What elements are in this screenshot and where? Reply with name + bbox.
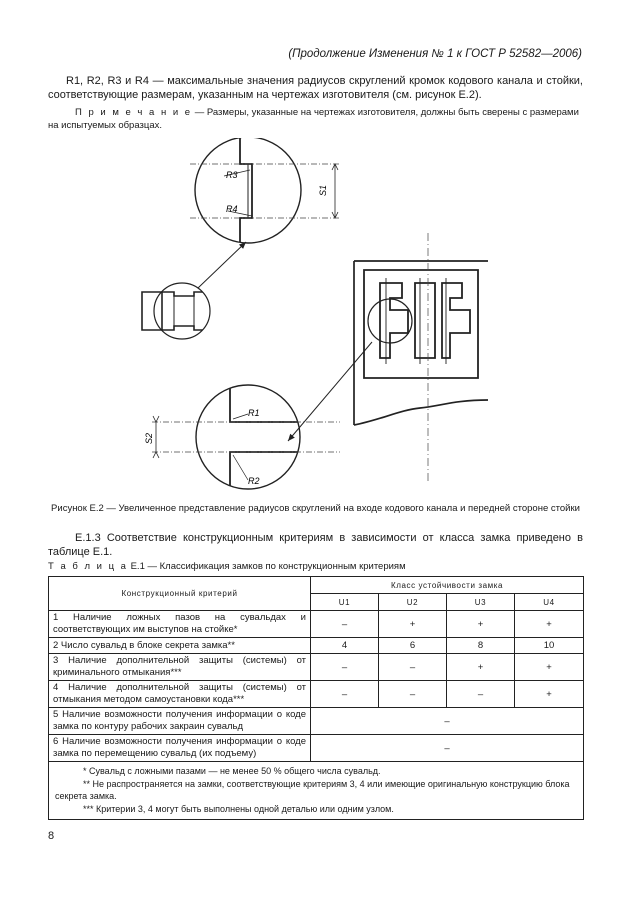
value-cell: – <box>379 654 447 681</box>
continuation-header: (Продолжение Изменения № 1 к ГОСТ Р 52582—2006) <box>288 48 582 60</box>
header-class-u3: U3 <box>447 594 515 611</box>
value-cell: 6 <box>379 638 447 654</box>
header-class-u4: U4 <box>515 594 584 611</box>
criterion-cell: 1 Наличие ложных пазов на сувальдах и соответствующих им выступов на стойке* <box>49 611 311 638</box>
table-title-text: Е.1 — Классификация замков по конструкционным критериям <box>127 561 406 572</box>
value-cell: – <box>379 681 447 708</box>
section-e13-paragraph: Е.1.3 Соответствие конструкционным критериям в зависимости от класса замка приведено в таблице Е.1. <box>48 532 583 558</box>
arrow-to-upper-detail <box>198 242 246 288</box>
header-class-u2: U2 <box>379 594 447 611</box>
value-cell: – <box>447 681 515 708</box>
value-cell: + <box>515 611 584 638</box>
note-paragraph <box>48 106 583 132</box>
label-r1: R1 <box>248 408 260 418</box>
criterion-cell: 5 Наличие возможности получения информации о коде замка по контуру рабочих закраин сувальд <box>49 708 311 735</box>
value-cell: + <box>447 611 515 638</box>
footnotes-row <box>49 762 584 820</box>
table-row <box>49 654 584 681</box>
footnote-1: * Сувальд с ложными пазами — не менее 50 % общего числа сувальд. <box>83 766 381 776</box>
label-s1: S1 <box>318 184 328 196</box>
footnote-3: *** Критерии 3, 4 могут быть выполнены одной деталью или одним узлом. <box>83 803 394 814</box>
value-cell: + <box>379 611 447 638</box>
merged-value-cell: – <box>311 708 584 735</box>
table-row <box>49 735 584 762</box>
footnote-2: ** Не распространяется на замки, соответствующие критериям 3, 4 или имеющие оригинальную конструкцию блока секрета замка. <box>55 778 570 801</box>
merged-value-cell: – <box>311 735 584 762</box>
table-title-label: Т а б л и ц а <box>48 561 128 572</box>
label-s2: S2 <box>144 432 154 444</box>
table-row <box>49 681 584 708</box>
intro-paragraph: R1, R2, R3 и R4 — максимальные значения радиусов скруглений кромок кодового канала и стойки, соответствующие размерам, указанным на чертежах изготовителя (см. рисунок Е.2). <box>48 75 583 101</box>
criterion-cell: 3 Наличие дополнительной защиты (системы) от криминального отмыкания*** <box>49 654 311 681</box>
table-row <box>49 611 584 638</box>
label-r4: R4 <box>226 204 238 214</box>
header-class-u1: U1 <box>311 594 379 611</box>
criterion-cell: 6 Наличие возможности получения информации о коде замка по перемещению сувальд (их подъему) <box>49 735 311 762</box>
arrow-to-lower-detail <box>288 342 372 441</box>
figure-caption: Рисунок Е.2 — Увеличенное представление радиусов скруглений на входе кодового канала и передней стороне стойки <box>51 503 580 514</box>
classification-table <box>48 576 584 820</box>
value-cell: 8 <box>447 638 515 654</box>
label-r2: R2 <box>248 476 260 486</box>
criterion-cell: 4 Наличие дополнительной защиты (системы) от отмыкания методом самоустановки кода*** <box>49 681 311 708</box>
lock-mechanism-section <box>354 233 488 483</box>
value-cell: – <box>311 611 379 638</box>
note-label: П р и м е ч а н и е <box>75 107 193 118</box>
header-criterion: Конструкционный критерий <box>49 577 311 611</box>
value-cell: 4 <box>311 638 379 654</box>
page-number: 8 <box>48 830 55 842</box>
value-cell: + <box>447 654 515 681</box>
table-title <box>48 560 406 573</box>
table-row <box>49 708 584 735</box>
lower-detail-circle <box>152 378 340 498</box>
figure-e2-drawing <box>90 138 530 498</box>
label-r3: R3 <box>226 170 238 180</box>
value-cell: – <box>311 681 379 708</box>
key-profile-small <box>142 283 212 339</box>
value-cell: 10 <box>515 638 584 654</box>
header-class: Класс устойчивости замка <box>311 577 584 594</box>
value-cell: + <box>515 654 584 681</box>
value-cell: – <box>311 654 379 681</box>
value-cell: + <box>515 681 584 708</box>
note-text: — Размеры, указанные на чертежах изготовителя, должны быть сверены с размерами на испытуемых образцах. <box>48 107 579 131</box>
table-row <box>49 638 584 654</box>
criterion-cell: 2 Число сувальд в блоке секрета замка** <box>49 638 311 654</box>
